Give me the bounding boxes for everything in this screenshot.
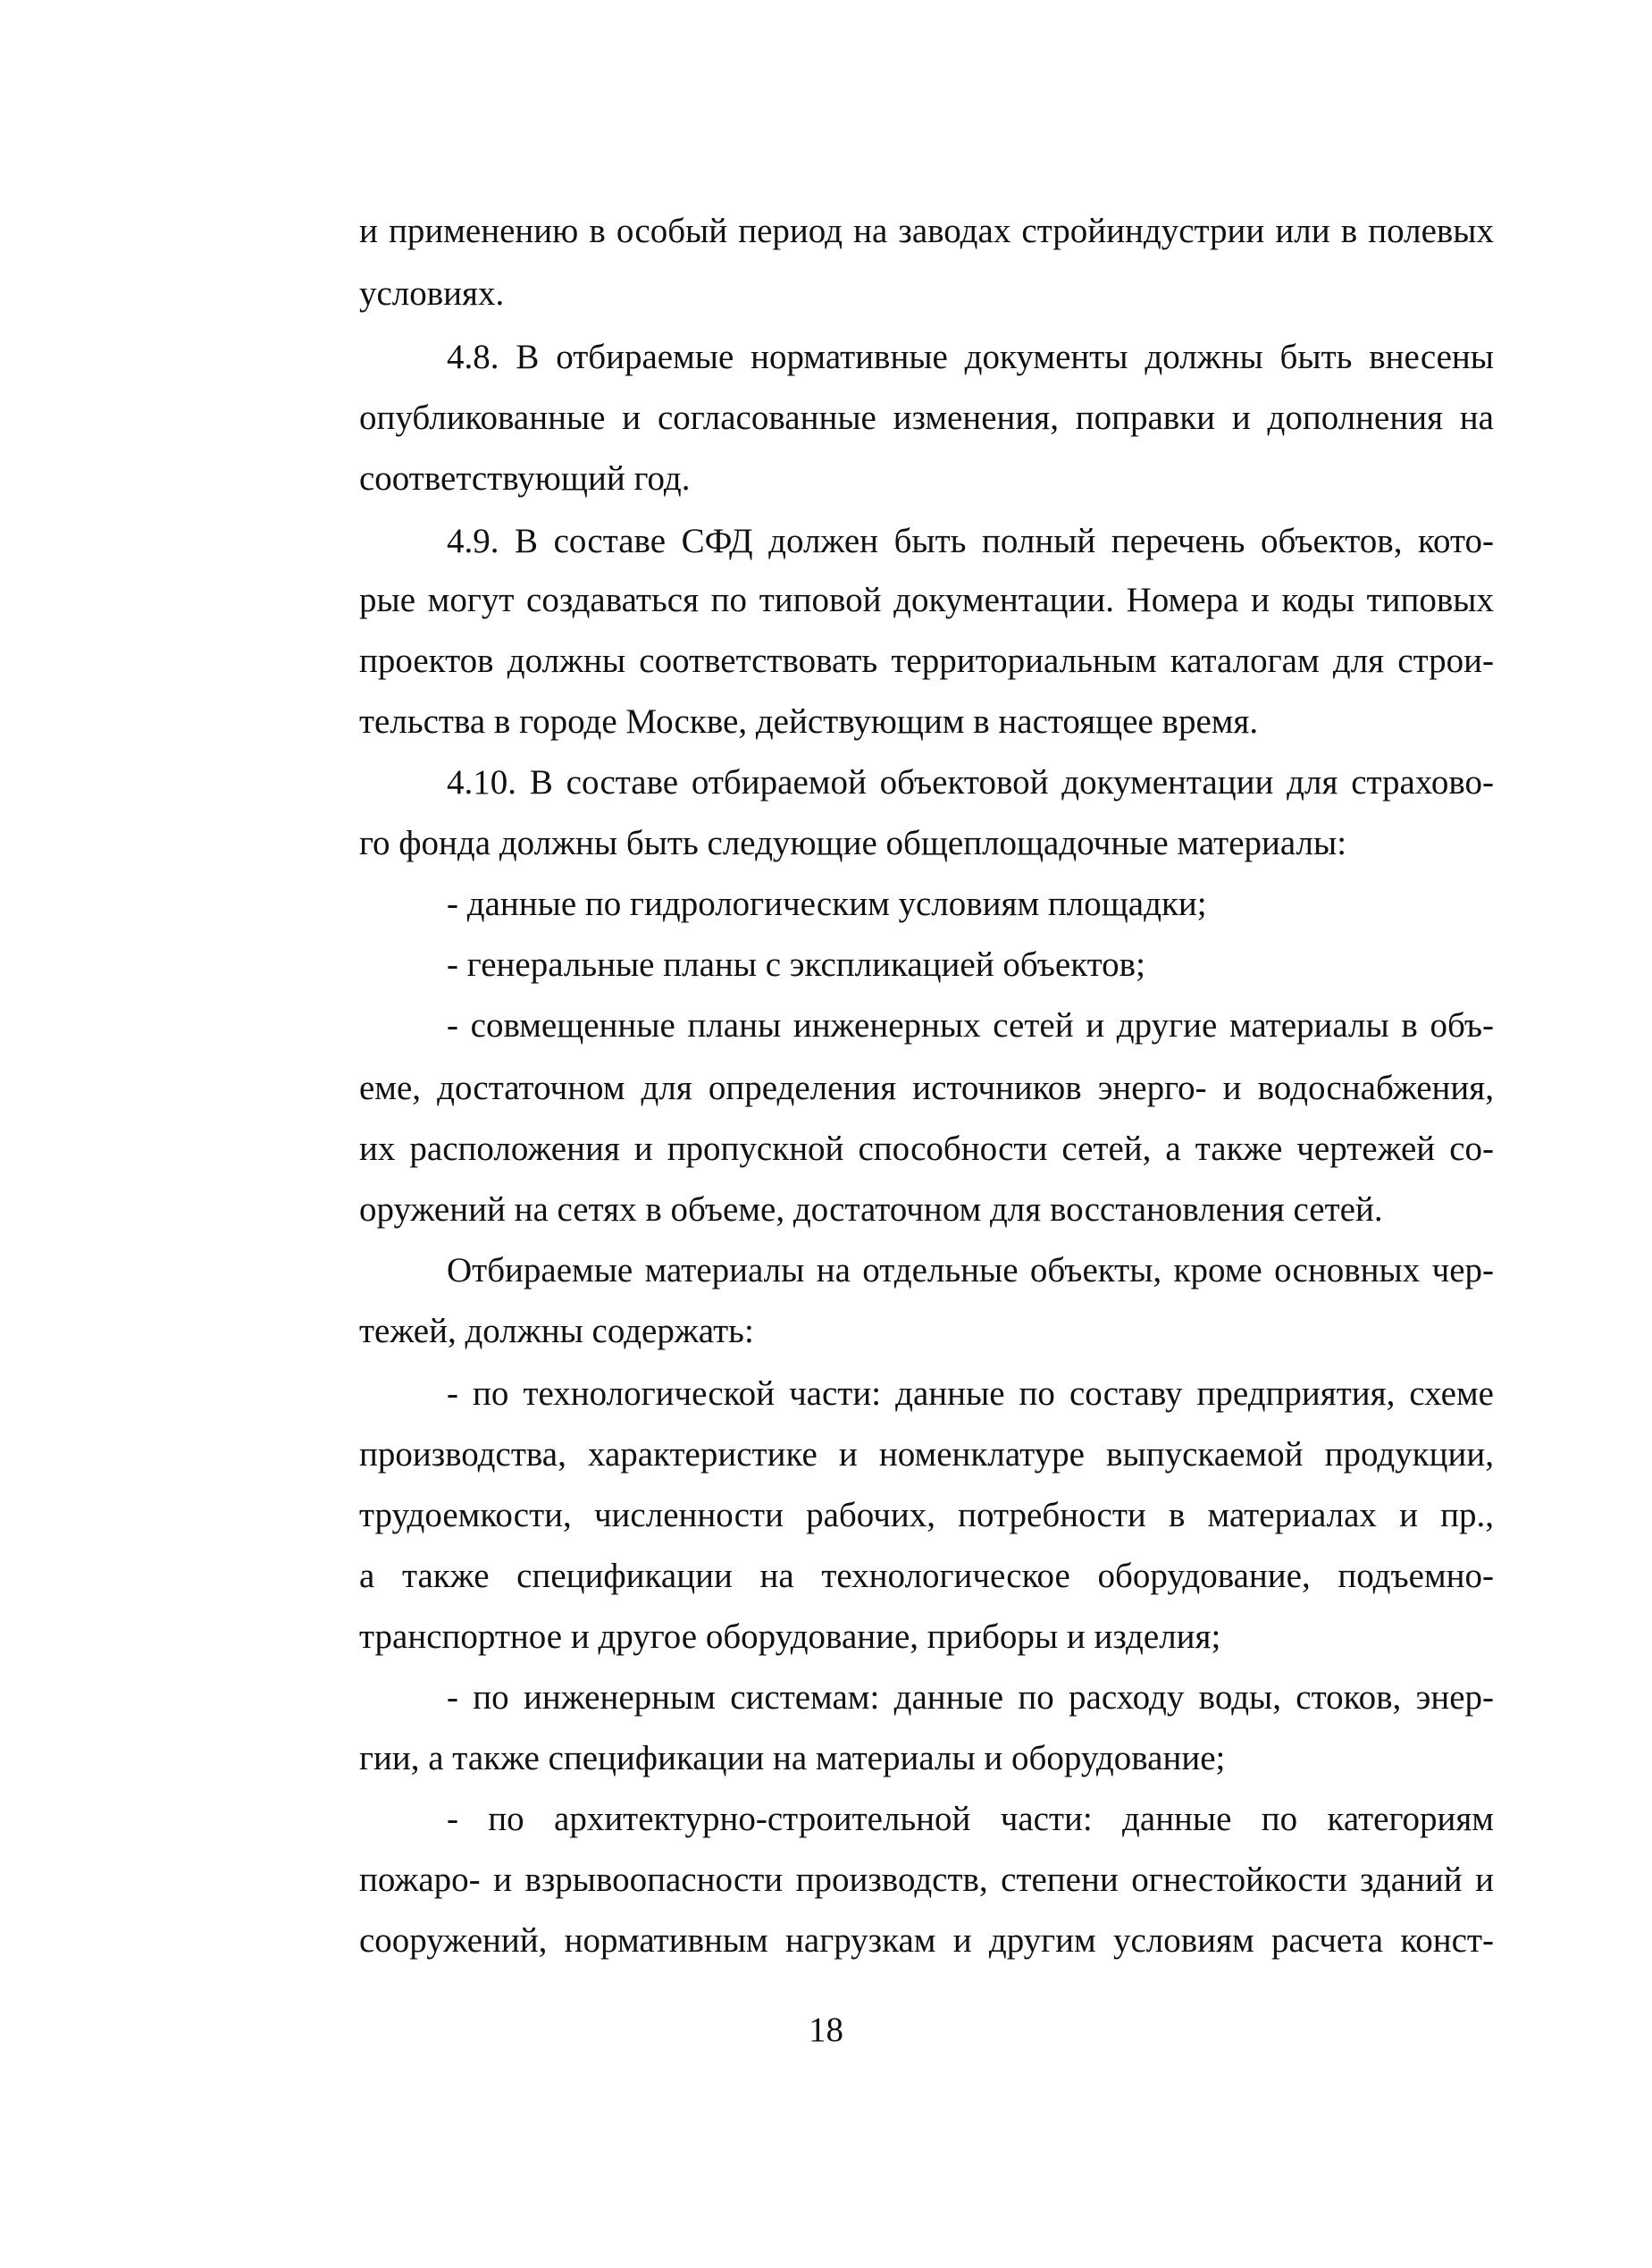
text-line-26: гии, а также спецификации на материалы и оборудование;	[359, 1739, 1226, 1777]
text-line-8: проектов должны соответствовать территориальным каталогам для строи-	[359, 642, 1494, 680]
text-line-7: рые могут создаваться по типовой документации. Номера и коды типовых	[359, 581, 1494, 619]
text-line-12: - данные по гидрологическим условиям площадки;	[447, 885, 1207, 923]
text-line-29: сооружений, нормативным нагрузкам и другим условиям расчета конст-	[359, 1921, 1494, 1960]
text-line-5: соответствующий год.	[359, 459, 691, 498]
text-line-28: пожаро- и взрывоопасности производств, степени огнестойкости зданий и	[359, 1861, 1494, 1899]
text-line-14: - совмещенные планы инженерных сетей и другие материалы в объ-	[447, 1006, 1494, 1045]
text-line-18: Отбираемые материалы на отдельные объекты, кроме основных чер-	[447, 1251, 1494, 1289]
text-line-3: 4.8. В отбираемые нормативные документы должны быть внесены	[447, 338, 1494, 376]
text-line-4: опубликованные и согласованные изменения, поправки и дополнения на	[359, 399, 1494, 437]
text-line-22: трудоемкости, численности рабочих, потребности в материалах и пр.,	[359, 1496, 1494, 1534]
text-line-1: и применению в особый период на заводах стройиндустрии или в полевых	[359, 212, 1494, 250]
text-line-19: тежей, должны содержать:	[359, 1312, 754, 1350]
text-line-6: 4.9. В составе СФД должен быть полный перечень объектов, кото-	[447, 522, 1494, 560]
text-line-15: еме, достаточном для определения источников энерго- и водоснабжения,	[359, 1069, 1494, 1107]
text-line-9: тельства в городе Москве, действующим в настоящее время.	[359, 702, 1259, 741]
text-line-2: условиях.	[359, 274, 505, 313]
text-line-27: - по архитектурно-строительной части: данные по категориям	[447, 1800, 1494, 1838]
text-line-20: - по технологической части: данные по составу предприятия, схеме	[447, 1374, 1494, 1413]
text-line-10: 4.10. В составе отбираемой объектовой документации для страхово-	[447, 763, 1494, 802]
text-line-23: а также спецификации на технологическое оборудование, подъемно-	[359, 1557, 1494, 1595]
text-line-13: - генеральные планы с экспликацией объектов;	[447, 945, 1145, 984]
text-line-16: их расположения и пропускной способности сетей, а также чертежей со-	[359, 1130, 1494, 1168]
text-line-17: оружений на сетях в объеме, достаточном для восстановления сетей.	[359, 1190, 1383, 1229]
text-line-24: транспортное и другое оборудование, приборы и изделия;	[359, 1617, 1221, 1656]
text-line-11: го фонда должны быть следующие общеплощадочные материалы:	[359, 824, 1347, 862]
text-line-25: - по инженерным системам: данные по расходу воды, стоков, энер-	[447, 1678, 1494, 1717]
text-line-21: производства, характеристике и номенклатуре выпускаемой продукции,	[359, 1435, 1494, 1474]
page-number: 18	[809, 2011, 843, 2049]
